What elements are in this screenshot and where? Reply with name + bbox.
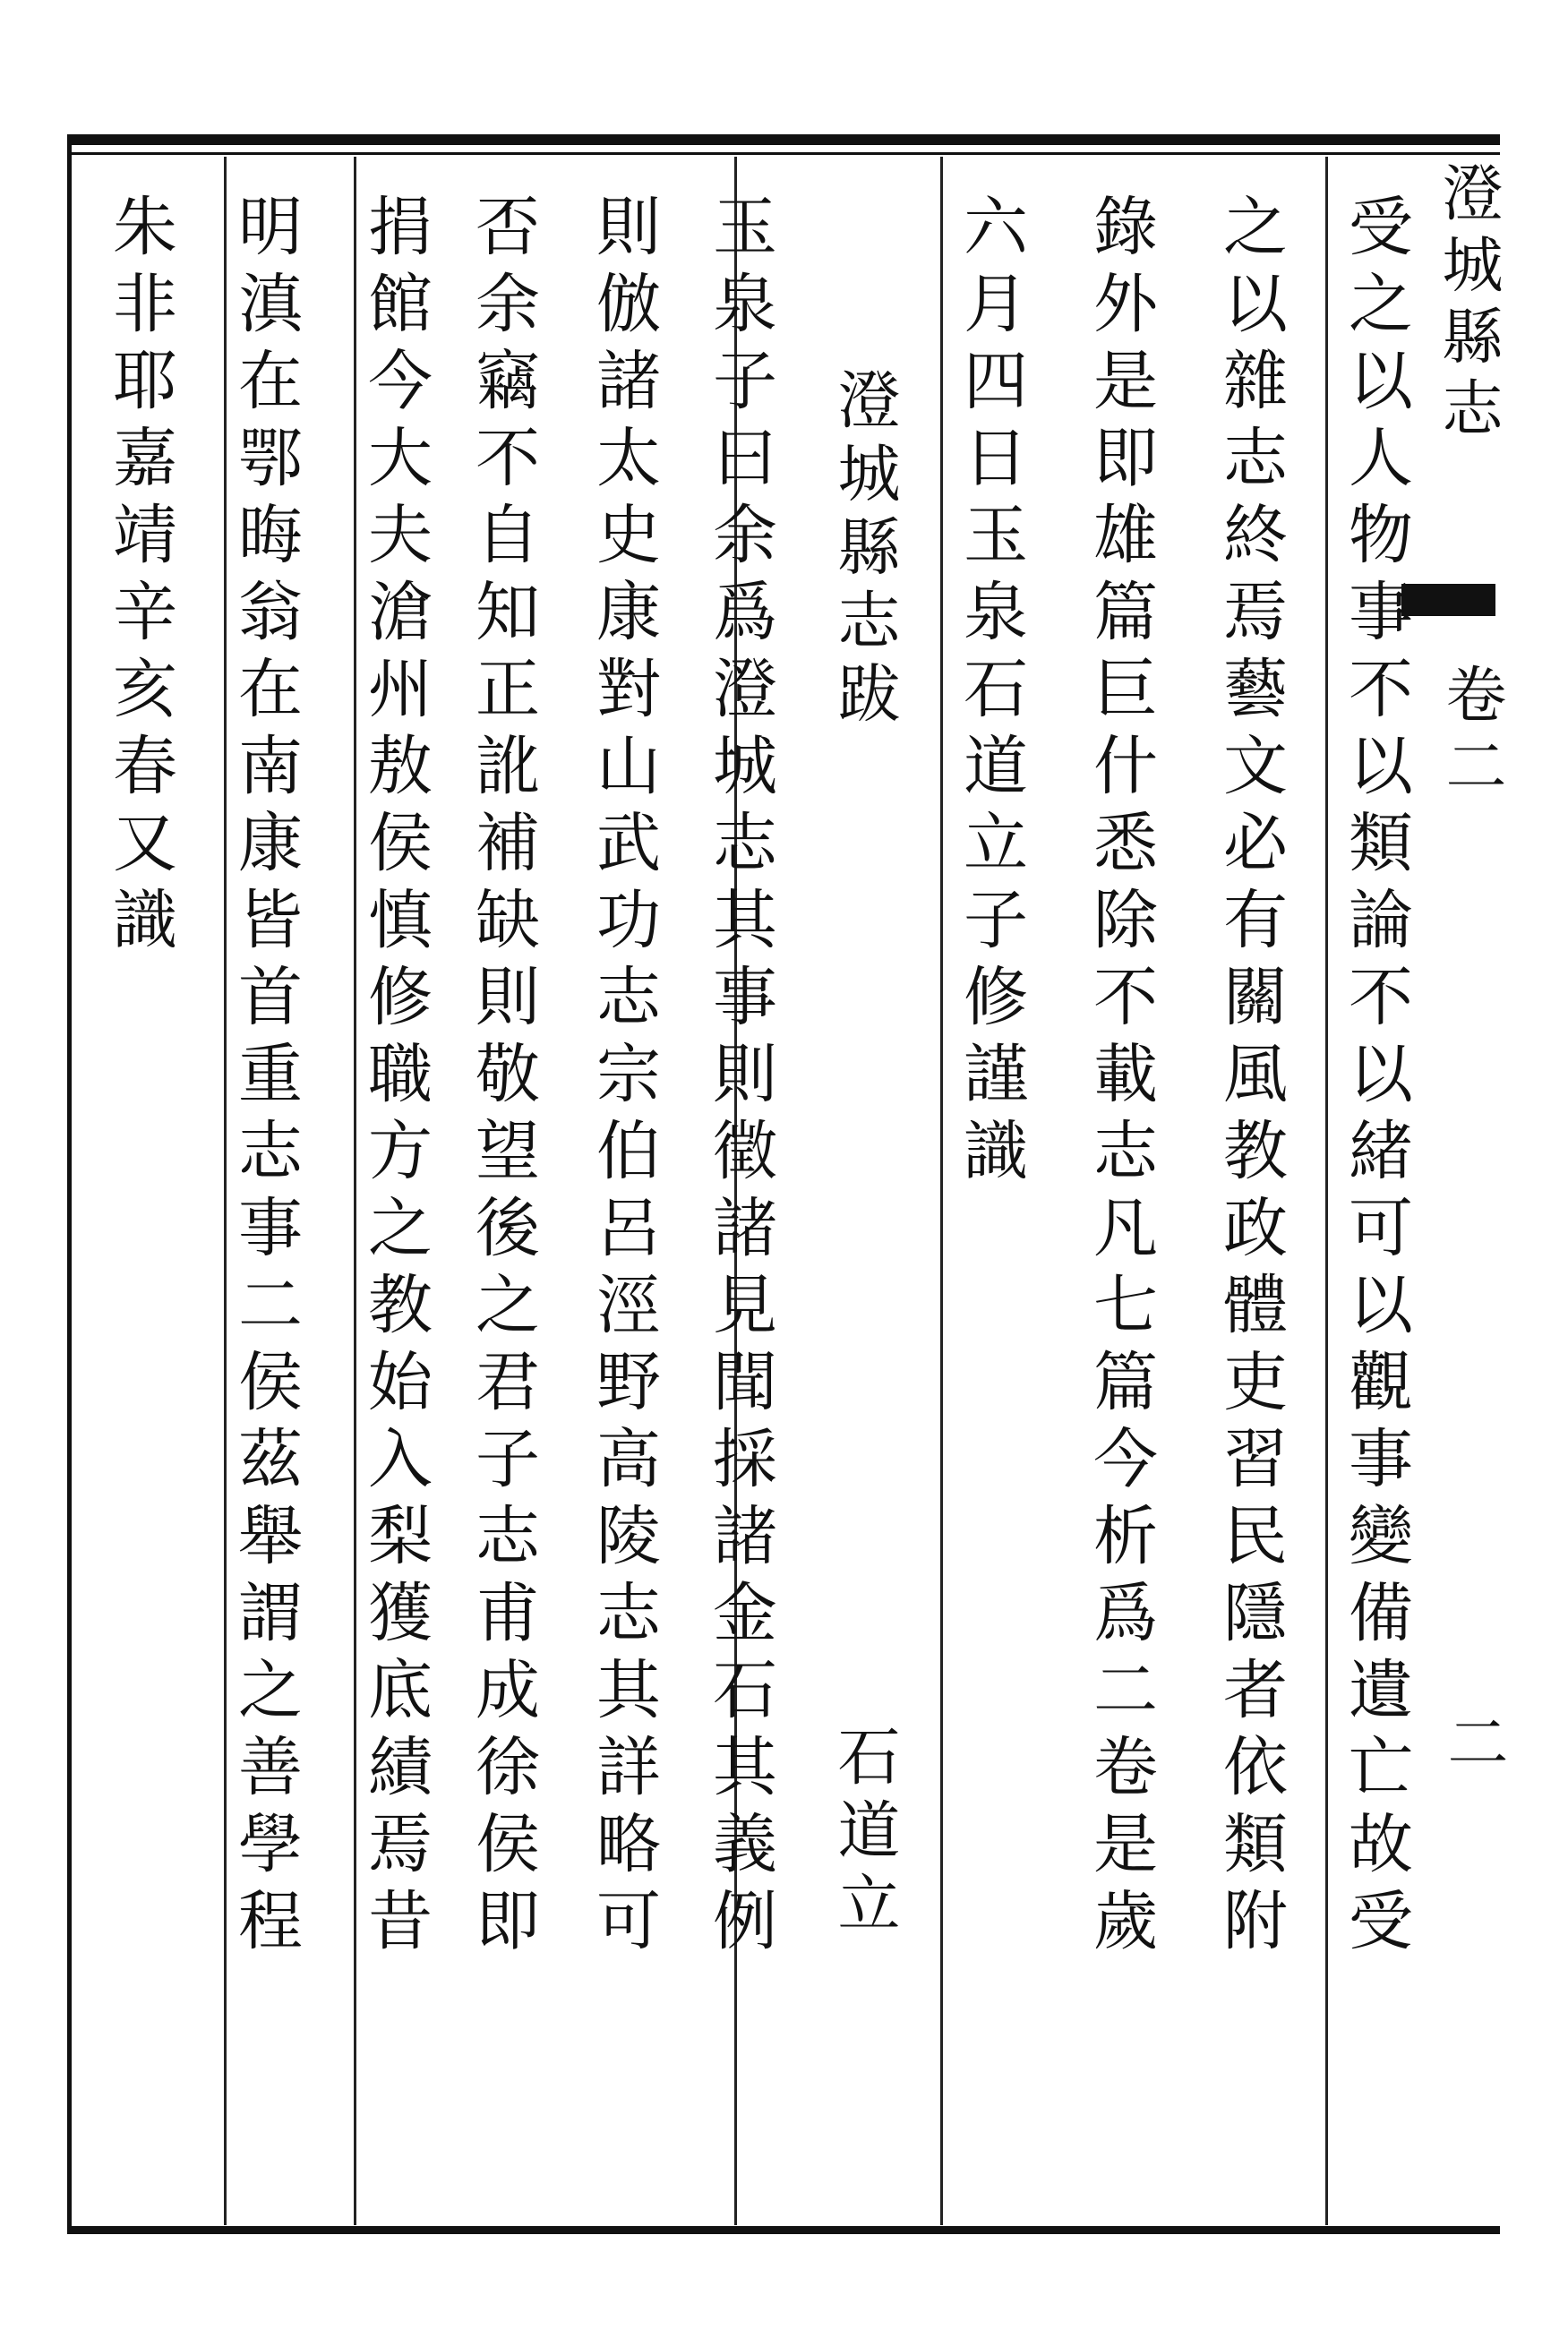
text-column-2: 之以雜志終焉藝文必有關風教政體吏習民隱者依類附 [1212, 193, 1288, 1964]
volume-mark: 卷二 [1435, 663, 1506, 806]
text-column-10: 朱非耶嘉靖辛亥春又識 [102, 193, 177, 963]
column-divider [224, 157, 227, 2225]
book-title: 澄城縣志 [1432, 161, 1503, 448]
top-border-thin [67, 152, 1500, 155]
text-column-1: 受之以人物事不以類論不以緒可以觀事變備遺亡故受 [1338, 193, 1413, 1964]
left-border [67, 134, 72, 2234]
text-column-4: 六月四日玉泉石道立子修謹識 [953, 193, 1028, 1194]
column-divider [940, 157, 943, 2225]
text-column-5: 玉泉子曰余爲澄城志其事則徵諸見聞採諸金石其義例 [702, 193, 777, 1964]
top-border-thick [67, 134, 1500, 145]
text-column-3: 錄外是即雄篇巨什悉除不載志凡七篇今析爲二卷是歲 [1083, 193, 1158, 1964]
column-divider [354, 157, 356, 2225]
postscript-title: 澄城縣志跋 [827, 367, 901, 734]
text-column-7: 否余竊不自知正訛補缺則敬望後之君子志甫成徐侯即 [465, 193, 540, 1964]
postscript-author: 石道立 [827, 1724, 901, 1944]
text-column-9: 明滇在鄂晦翁在南康皆首重志事二侯茲舉謂之善學程 [227, 193, 303, 1964]
page-number: 二 [1437, 1710, 1508, 1782]
bottom-border [67, 2226, 1500, 2234]
text-column-8: 捐館今大夫滄州敖侯慎修職方之教始入梨獲底績焉昔 [357, 193, 433, 1964]
text-column-6: 則倣諸太史康對山武功志宗伯呂涇野高陵志其詳略可 [586, 193, 661, 1964]
column-divider [1325, 157, 1328, 2225]
fishtail-mark [1401, 584, 1495, 616]
